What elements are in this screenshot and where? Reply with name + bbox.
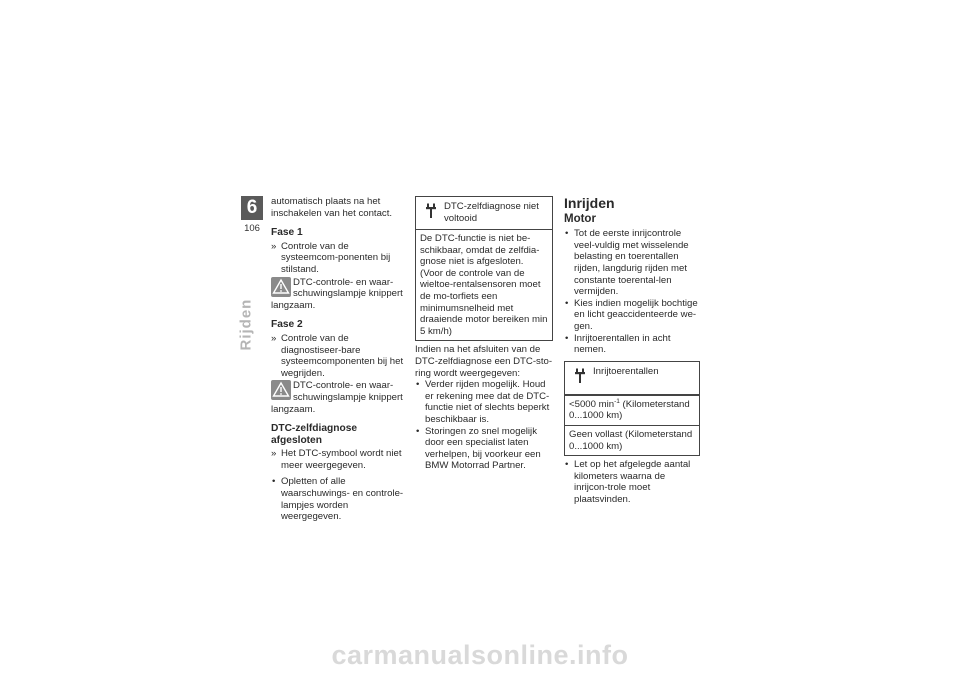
list-item: • Verder rijden mogelijk. Houd er rekening mee dat de DTC-functie niet of slechts beperkt beschikbaar is.: [415, 379, 553, 425]
fase2-step: » Controle van de diagnostiseer-bare systeemcomponenten bij het wegrijden.: [271, 333, 406, 379]
watermark: carmanualsonline.info: [331, 640, 629, 670]
list-item: • Inrijtoerentallen in acht nemen.: [564, 333, 700, 356]
chapter-number: 6: [241, 196, 263, 220]
column-1: [271, 196, 406, 523]
column-3: [564, 196, 700, 505]
fase1-lamp-text: DTC-controle- en waar-schuwingslampje knippert: [293, 276, 403, 300]
subsection-heading: Motor: [564, 212, 596, 225]
chapter-sidebar: [241, 196, 263, 234]
fase2-heading: Fase 2: [271, 319, 303, 331]
note-box-body: De DTC-functie is niet be-schikbaar, omdat de zelfdia-gnose niet is afgesloten. (Voor de controle van de wieltoe-rentalsensoren moet de mo-torfiets een minimumsnelheid met draaiende motor bereiken min 5 km/h): [420, 233, 548, 337]
wrench-icon: [573, 368, 587, 388]
fase1-lamp-cont: langzaam.: [271, 299, 316, 311]
section-heading: Inrijden: [564, 195, 615, 211]
note-box-header: [416, 197, 552, 230]
warning-lamp-icon: [271, 277, 291, 297]
complete-step: » Het DTC-symbool wordt niet meer weergegeven.: [271, 448, 406, 471]
rpm-row: [565, 395, 699, 425]
fase2-lamp-text: DTC-controle- en waar-schuwingslampje knippert: [293, 380, 403, 403]
column-2: [415, 196, 553, 472]
rpm-row1-b: (Kilometerstand 0...1000 km): [569, 398, 690, 422]
list-item: • Storingen zo snel mogelijk door een specialist laten verhelpen, bij voorkeur een BMW Motorrad Partner.: [415, 426, 553, 472]
fase1-heading: Fase 1: [271, 227, 303, 239]
wrench-icon: [424, 203, 438, 223]
warning-lamp-icon: [271, 380, 291, 400]
complete-bullet: • Opletten of alle waarschuwings- en controle-lampjes worden weergegeven.: [271, 476, 406, 522]
fase2-lamp-cont: langzaam.: [271, 403, 316, 415]
note-box-title: DTC-zelfdiagnose niet voltooid: [444, 201, 539, 224]
fase1-step: » Controle van de systeemcom-ponenten bij stilstand.: [271, 241, 406, 276]
rpm-box: [564, 361, 700, 456]
page-number: 106: [244, 223, 260, 234]
fase2-lamp-note: [271, 380, 406, 403]
rpm-box-title: Inrijtoerentallen: [593, 365, 659, 377]
section-title-vertical: Rijden: [237, 298, 255, 351]
rpm-row: Geen vollast (Kilometerstand 0...1000 km): [565, 425, 699, 455]
rpm-box-header: [565, 362, 699, 395]
list-item: • Let op het afgelegde aantal kilometers waarna de inrijcon-trole moet plaatsvinden.: [564, 459, 700, 505]
rpm-row1-a: <5000 min: [569, 398, 615, 410]
fase1-lamp-note: [271, 277, 406, 300]
list-item: • Kies indien mogelijk bochtige en licht geaccidenteerde we-gen.: [564, 298, 700, 333]
after-text: Indien na het afsluiten van de DTC-zelfdiagnose een DTC-sto-ring wordt weergegeven:: [415, 344, 553, 379]
list-item: • Tot de eerste inrijcontrole veel-vuldig met wisselende belasting en toerentallen rijden, langdurig rijden met constante toerental-len vermijden.: [564, 228, 700, 298]
complete-heading: DTC-zelfdiagnose afgesloten: [271, 423, 358, 446]
rpm-row1-sup: -1: [614, 397, 620, 405]
intro-text: automatisch plaats na het inschakelen van het contact.: [271, 196, 393, 219]
note-box: [415, 196, 553, 341]
